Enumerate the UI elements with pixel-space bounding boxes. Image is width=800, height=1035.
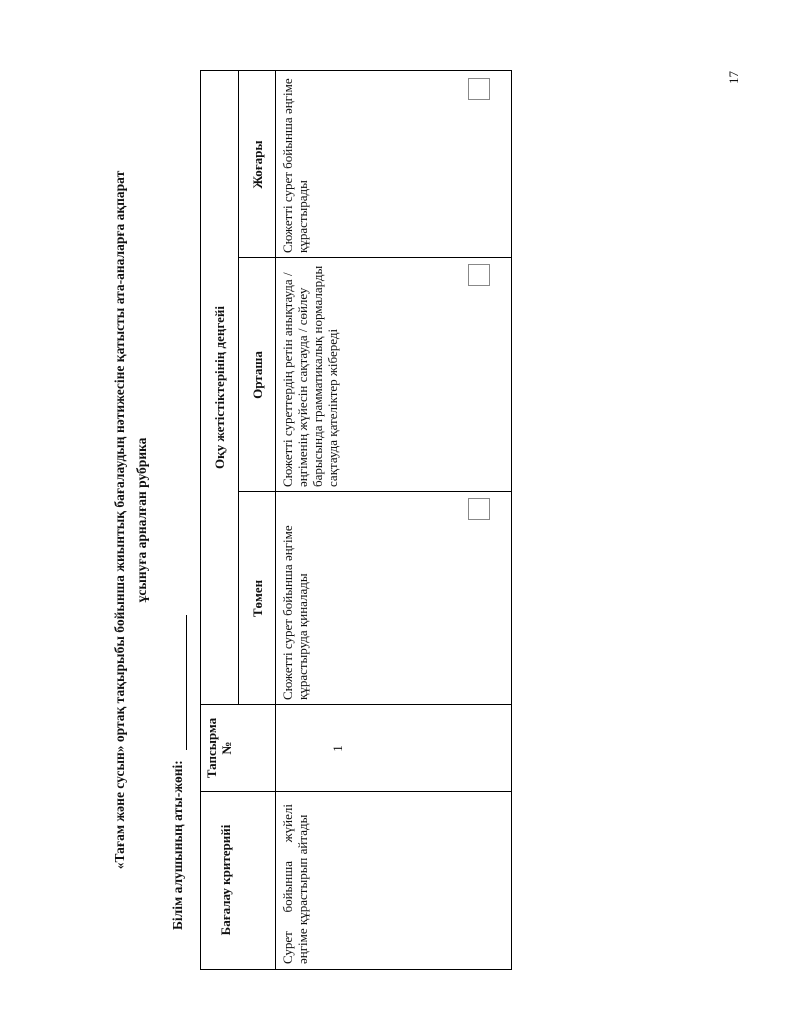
table-divider	[275, 70, 276, 970]
table-border-bottom	[511, 70, 512, 970]
header-task-no: Тапсырма №	[204, 717, 234, 779]
row-task-no: 1	[330, 745, 345, 752]
medium-checkbox[interactable]	[468, 264, 490, 286]
table-divider	[238, 257, 512, 258]
table-divider	[238, 491, 512, 492]
student-name-field[interactable]	[186, 615, 187, 750]
low-checkbox[interactable]	[468, 498, 490, 520]
table-border-top	[200, 70, 201, 970]
document-title-line2: ұсынуға арналған рубрика	[134, 437, 149, 603]
row-medium-descriptor: Сюжетті суреттердің ретін анықтауда / әңгіменің жүйесін сақтауда / сөйлеу барысында грамматикалық нормаларды сақтауда қателіктер жібереді	[280, 265, 340, 487]
header-low: Төмен	[250, 579, 265, 618]
table-border-right	[200, 70, 512, 71]
rubric-table	[200, 70, 512, 970]
header-levels: Оқу жетістіктерінің деңгейі	[212, 306, 227, 469]
row-high-descriptor: Сюжетті сурет бойынша әңгіме құрастырады	[280, 78, 310, 253]
header-medium: Орташа	[250, 351, 265, 399]
row-low-descriptor: Сюжетті сурет бойынша әңгіме құрастыруда қиналады	[280, 525, 310, 700]
rotated-page-content	[110, 70, 550, 970]
row-criteria: Сурет бойынша жүйелі әңгіме құрастырып айтады	[280, 804, 310, 964]
document-title: «Тағам және сусын» ортақ тақырыбы бойынша жиынтық бағалаудың нәтижесіне қатысты ата-аналарға ақпарат	[112, 170, 127, 870]
header-criteria: Бағалау критерийі	[218, 824, 233, 936]
table-divider	[200, 791, 512, 792]
table-border-left	[200, 969, 512, 970]
student-name-label: Білім алушының аты-жөні:	[170, 760, 185, 930]
table-divider	[238, 70, 239, 705]
high-checkbox[interactable]	[468, 78, 490, 100]
header-high: Жоғары	[250, 140, 265, 189]
page-number: 17	[726, 71, 741, 84]
table-divider	[200, 704, 512, 705]
